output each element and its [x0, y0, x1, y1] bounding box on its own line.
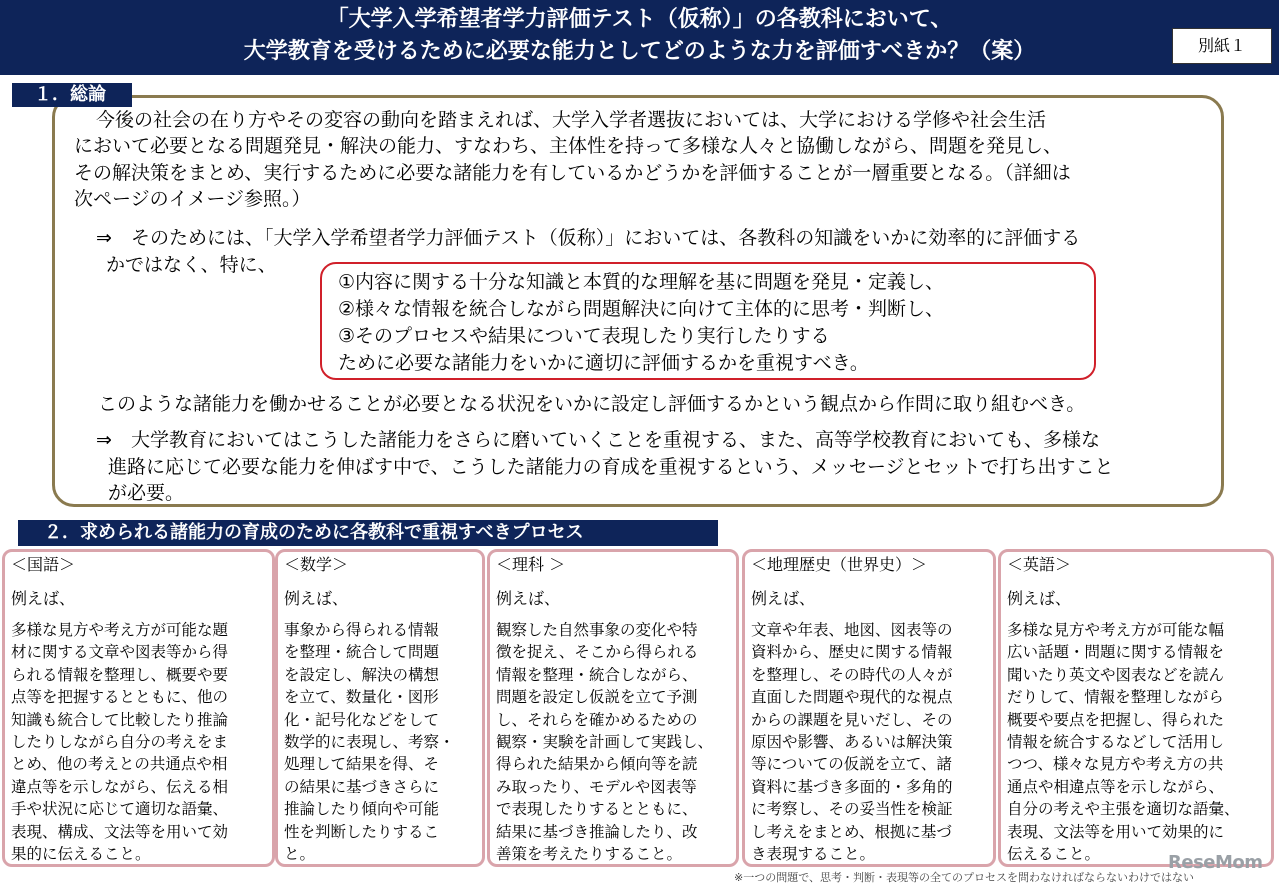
subject-card-science [487, 549, 739, 867]
key-ability-item: ②様々な情報を統合しながら問題解決に向けて主体的に思考・判断し、 [338, 298, 945, 320]
section2-label: ２．求められる諸能力の育成のために各教科で重視すべきプロセス [18, 520, 718, 546]
subject-line: み取ったり、モデルや図表等 [496, 777, 697, 796]
arrow-icon: ⇒ [96, 429, 112, 451]
subject-line: られる情報を整理し、概要や要 [11, 665, 229, 684]
subject-body [11, 619, 268, 865]
subject-title: ＜数学＞ [284, 555, 349, 574]
summary-text-line: その解決策をまとめ、実行するために必要な諸能力を有しているかどうかを評価することが一層重要となる。（詳細は [74, 162, 1071, 184]
page-title-line2: 大学教育を受けるために必要な能力としてどのような力を評価すべきか？（案） [243, 39, 1036, 64]
subject-line: 数学的に表現し、考察・ [284, 733, 455, 752]
subject-example-label: 例えば、 [11, 589, 76, 608]
subject-card-japanese [2, 549, 275, 867]
page-header [0, 0, 1279, 75]
subject-line: 徴を捉え、そこから得られる [496, 643, 699, 662]
summary-text-line: このような諸能力を働かせることが必要となる状況をいかに設定し評価するかという観点から作問に取り組むべき。 [98, 393, 1086, 415]
subject-line: 表現、文法等を用いて効果的に [1007, 822, 1225, 841]
subject-line: 原因や影響、あるいは解決策 [751, 733, 953, 752]
subject-line: 手や状況に応じて適切な語彙、 [11, 800, 229, 819]
key-ability-item: ③そのプロセスや結果について表現したり実行したりする [338, 325, 830, 347]
subject-line: 処理して結果を得、そ [284, 755, 440, 774]
subject-line: 多様な見方や考え方が可能な幅 [1007, 621, 1225, 639]
subject-line: と。 [284, 845, 316, 864]
subject-example-label: 例えば、 [284, 589, 349, 608]
subject-line: 文章や年表、地図、図表等の [751, 621, 953, 639]
subject-line: 情報を整理・統合しながら、 [496, 665, 698, 684]
subject-line: 等についての仮説を立て、諸 [751, 755, 952, 774]
summary-text-line: 今後の社会の在り方やその変容の動向を踏まえれば、大学入学者選抜においては、大学における学修や社会生活 [96, 109, 1047, 131]
subject-line: とめ、他の考えとの共通点や相 [11, 755, 228, 774]
subject-body [1007, 619, 1267, 865]
key-ability-item: ①内容に関する十分な知識と本質的な理解を基に問題を発見・定義し、 [338, 271, 945, 293]
subject-line: 推論したり傾向や可能 [284, 800, 440, 819]
summary-text-line: 次ページのイメージ参照。） [74, 188, 311, 210]
subject-line: 情報を統合するなどして活用し [1007, 733, 1225, 752]
summary-text-line: が必要。 [108, 482, 185, 504]
subject-line: 性を判断したりするこ [284, 822, 440, 841]
subject-line: で表現したりするとともに、 [496, 800, 698, 819]
annex-label: 別紙１ [1172, 28, 1272, 64]
subject-card-math [275, 549, 485, 867]
subject-body [496, 619, 732, 865]
subject-line: つつ、様々な見方や考え方の共 [1007, 755, 1224, 774]
subject-line: 結果に基づき推論したり、改 [496, 822, 698, 841]
subject-line: し、それらを確かめるための [496, 710, 698, 729]
subject-line: 多様な見方や考え方が可能な題 [11, 621, 229, 639]
subject-line: 広い話題・問題に関する情報を [1007, 643, 1225, 662]
subject-line: き表現すること。 [751, 845, 876, 864]
subject-line: 表現、構成、文法等を用いて効 [11, 822, 229, 841]
page-title-line1: 「大学入学希望者学力評価テスト（仮称）」の各教科において、 [326, 7, 953, 32]
subject-line: 問題を設定し仮説を立て予測 [496, 688, 698, 707]
summary-text-line: かではなく、特に、 [106, 254, 277, 276]
subject-line: 伝えること。 [1007, 845, 1101, 864]
subject-line: 知識も統合して比較したり推論 [11, 710, 229, 729]
subject-body [284, 619, 478, 865]
key-ability-item: ために必要な諸能力をいかに適切に評価するかを重視すべき。 [338, 352, 869, 374]
subject-line: 事象から得られる情報 [284, 621, 440, 639]
subject-line: からの課題を見いだし、その [751, 710, 953, 729]
subject-line: 自分の考えや主張を適切な語彙、 [1007, 800, 1240, 819]
summary-text-line: において必要となる問題発見・解決の能力、すなわち、主体性を持って多様な人々と協働しながら、問題を発見し、 [74, 135, 1063, 157]
subject-line: を立て、数量化・図形 [284, 688, 439, 707]
subject-line: を整理・統合して問題 [284, 643, 440, 662]
summary-text-line: 大学教育においてはこうした諸能力をさらに磨いていくことを重視する、また、高等学校教育においても、多様な [131, 429, 1101, 451]
subject-title: ＜地理歴史（世界史）＞ [751, 555, 928, 574]
subject-line: を整理し、その時代の人々が [751, 665, 953, 684]
subject-line: 違点等を示しながら、伝える相 [11, 777, 229, 796]
subject-line: 化・記号化などをして [284, 710, 440, 729]
footnote: ※一つの問題で、思考・判断・表現等の全てのプロセスを問わなければならないわけではない [734, 871, 1194, 884]
subject-body [751, 619, 989, 865]
subject-example-label: 例えば、 [496, 589, 561, 608]
subject-line: 観察・実験を計画して実践し、 [496, 733, 714, 752]
subject-card-history [742, 549, 996, 867]
summary-text-line: そのためには、「大学入学希望者学力評価テスト（仮称）」においては、各教科の知識をいかに効率的に評価する [131, 227, 1081, 249]
subject-line: 資料に基づき多面的・多角的 [751, 777, 953, 796]
subject-line: を設定し、解決の構想 [284, 665, 440, 684]
subject-example-label: 例えば、 [751, 589, 816, 608]
subject-line: 得られた結果から傾向等を読 [496, 755, 698, 774]
subject-title: ＜国語＞ [11, 555, 76, 574]
subject-card-english [998, 549, 1274, 867]
summary-text-line: 進路に応じて必要な能力を伸ばす中で、こうした諸能力の育成を重視するという、メッセージとセットで打ち出すこと [108, 456, 1114, 478]
subject-line: 果的に伝えること。 [11, 845, 151, 864]
subject-line: の結果に基づきさらに [284, 777, 440, 796]
arrow-icon: ⇒ [96, 227, 112, 249]
subject-line: 概要や要点を把握し、得られた [1007, 710, 1225, 729]
section1-label: １．総論 [12, 83, 132, 107]
subject-line: 点等を把握するとともに、他の [11, 688, 229, 707]
subject-line: 善策を考えたりすること。 [496, 845, 683, 864]
subject-line: 通点や相違点等を示しながら、 [1007, 777, 1225, 796]
subject-line: したりしながら自分の考えをま [11, 733, 229, 752]
watermark-logo: ReseMom [1168, 852, 1263, 873]
subject-title: ＜英語＞ [1007, 555, 1072, 574]
subject-line: 材に関する文章や図表等から得 [11, 643, 229, 662]
subject-line: し考えをまとめ、根拠に基づ [751, 822, 952, 841]
subject-line: 資料から、歴史に関する情報 [751, 643, 953, 662]
subject-title: ＜理科 ＞ [496, 555, 566, 574]
subject-example-label: 例えば、 [1007, 589, 1072, 608]
subject-line: 聞いたり英文や図表などを読ん [1007, 665, 1225, 684]
subject-line: 直面した問題や現代的な視点 [751, 688, 953, 707]
subject-line: 観察した自然事象の変化や特 [496, 621, 698, 639]
subject-line: だりして、情報を整理しながら [1007, 688, 1224, 707]
subject-line: に考察し、その妥当性を検証 [751, 800, 953, 819]
